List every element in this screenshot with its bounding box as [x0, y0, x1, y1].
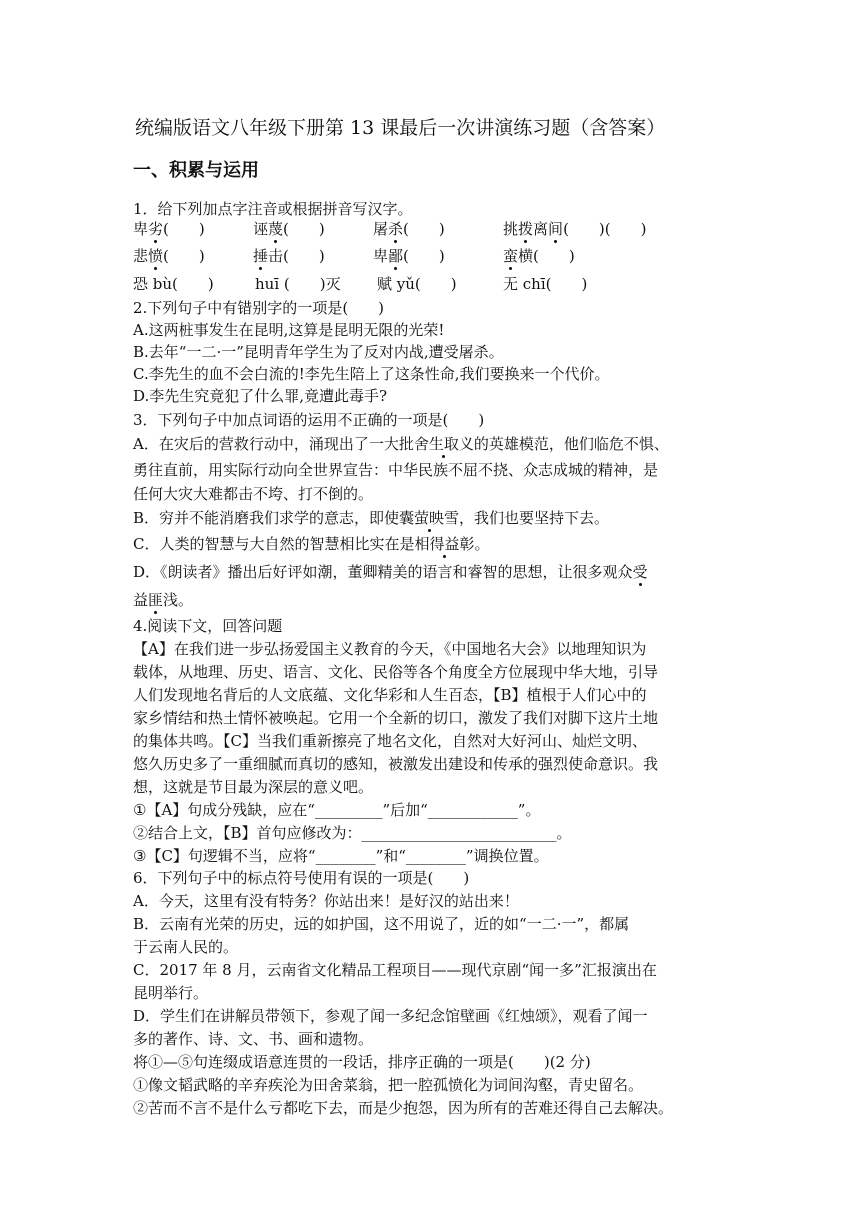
- q3-option-b: B．穷并不能消磨我们求学的意志，即使囊萤映雪，我们也要坚持下去。: [133, 509, 610, 527]
- q4-passage-line: 家乡情结和热土情怀被唤起。它用一个全新的切口，激发了我们对脚下这片土地: [133, 709, 659, 727]
- q4-stem: 4.阅读下文，回答问题: [133, 617, 283, 635]
- q2-option: C.李先生的血不会白流的!李先生陪上了这条性命,我们要换来一个代价。: [133, 365, 610, 383]
- section-heading: 一、积累与运用: [133, 160, 259, 181]
- q1-item: 捶击( ): [253, 247, 325, 265]
- q4-passage-line: 【A】在我们进一步弘扬爱国主义教育的今天，《中国地名大会》以地理知识为: [133, 640, 647, 658]
- q1-item: 卑劣( ): [133, 220, 205, 238]
- q4-passage-line: 的集体共鸣。【C】当我们重新擦亮了地名文化，自然对大好河山、灿烂文明、: [133, 732, 647, 750]
- q7-stem: 将①—⑤句连缀成语意连贯的一段话，排序正确的一项是( )(2 分): [133, 1053, 591, 1071]
- page-title: 统编版语文八年级下册第 13 课最后一次讲演练习题（含答案）: [135, 117, 666, 139]
- q3-option-a-cont: 勇往直前，用实际行动向全世界宣告：中华民族不屈不挠、众志成城的精神，是: [133, 461, 659, 479]
- q6-option-cont: 昆明举行。: [133, 984, 209, 1002]
- q2-option: B.去年“一二·一”昆明青年学生为了反对内战,遭受屠杀。: [133, 343, 504, 361]
- q4-subquestion: ①【A】句成分残缺，应在“_________”后加“____________”。: [133, 801, 541, 819]
- q6-stem: 6．下列句子中的标点符号使用有误的一项是( ): [133, 869, 470, 887]
- q4-passage-line: 载体，从地理、历史、语言、文化、民俗等各个角度全方位展现中华大地，引导: [133, 663, 659, 681]
- q1-item: 恐 bù( ): [133, 275, 214, 293]
- q1-item: 挑拨离间( )( ): [503, 220, 647, 238]
- q7-item: ②苦而不言不是什么亏都吃下去，而是少抱怨，因为所有的苦难还得自己去解决。: [133, 1099, 674, 1117]
- q1-item: 蛮横( ): [503, 247, 575, 265]
- q3-stem: 3．下列句子中加点词语的运用不正确的一项是( ): [133, 411, 485, 429]
- q3-option-a-cont: 任何大灾大难都击不垮、打不倒的。: [133, 485, 374, 503]
- q1-item: 悲愤( ): [133, 247, 205, 265]
- q1-item: 赋 yǔ( ): [377, 275, 457, 293]
- q4-passage-line: 想，这就是节目最为深层的意义吧。: [133, 778, 374, 796]
- q4-passage-line: 悠久历史多了一重细腻而真切的感知，被激发出建设和传承的强烈使命意识。我: [133, 755, 659, 773]
- q2-option: A.这两桩事发生在昆明,这算是昆明无限的光荣!: [133, 321, 445, 339]
- q2-option: D.李先生究竟犯了什么罪,竟遭此毒手?: [133, 387, 388, 405]
- q3-option-a: A．在灾后的营救行动中，涌现出了一大批舍生取义的英雄模范，他们临危不惧、: [133, 435, 669, 453]
- q6-option-cont: 于云南人民的。: [133, 938, 239, 956]
- q6-option: D．学生们在讲解员带领下，参观了闻一多纪念馆壁画《红烛颂》，观看了闻一: [133, 1007, 648, 1025]
- q4-subquestion: ③【C】句逻辑不当，应将“________”和“________”调换位置。: [133, 847, 549, 865]
- q1-item: 诬蔑( ): [253, 220, 325, 238]
- q1-item: 屠杀( ): [373, 220, 445, 238]
- q3-option-d: D．《朗读者》播出后好评如潮，董卿精美的语言和睿智的思想，让很多观众受: [133, 563, 648, 581]
- q4-passage-line: 人们发现地名背后的人文底蕴、文化华彩和人生百态，【B】植根于人们心中的: [133, 686, 647, 704]
- q6-option: A．今天，这里有没有特务？你站出来！是好汉的站出来！: [133, 892, 519, 910]
- q4-subquestion: ②结合上文，【B】首句应修改为：__________________________。: [133, 824, 572, 842]
- q3-option-c: C．人类的智慧与大自然的智慧相比实在是相得益彰。: [133, 535, 490, 553]
- q1-item: 卑鄙( ): [373, 247, 445, 265]
- q7-item: ①像文韬武略的辛弃疾沦为田舍菜翁，把一腔孤愤化为词间沟壑，青史留名。: [133, 1076, 644, 1094]
- q6-option: C．2017 年 8 月，云南省文化精品工程项目——现代京剧“闻一多”汇报演出在: [133, 961, 657, 979]
- q1-item: 无 chī( ): [503, 275, 588, 293]
- q3-option-d-cont: 益匪浅。: [133, 591, 194, 609]
- q6-option-cont: 多的著作、诗、文、书、画和遗物。: [133, 1030, 374, 1048]
- q6-option: B．云南有光荣的历史，远的如护国，这不用说了，近的如“一二·一”，都属: [133, 915, 630, 933]
- q2-stem: 2.下列句子中有错别字的一项是( ): [133, 299, 385, 317]
- q1-item: huī ( )灭: [255, 275, 341, 293]
- q1-stem: 1．给下列加点字注音或根据拼音写汉字。: [133, 200, 413, 218]
